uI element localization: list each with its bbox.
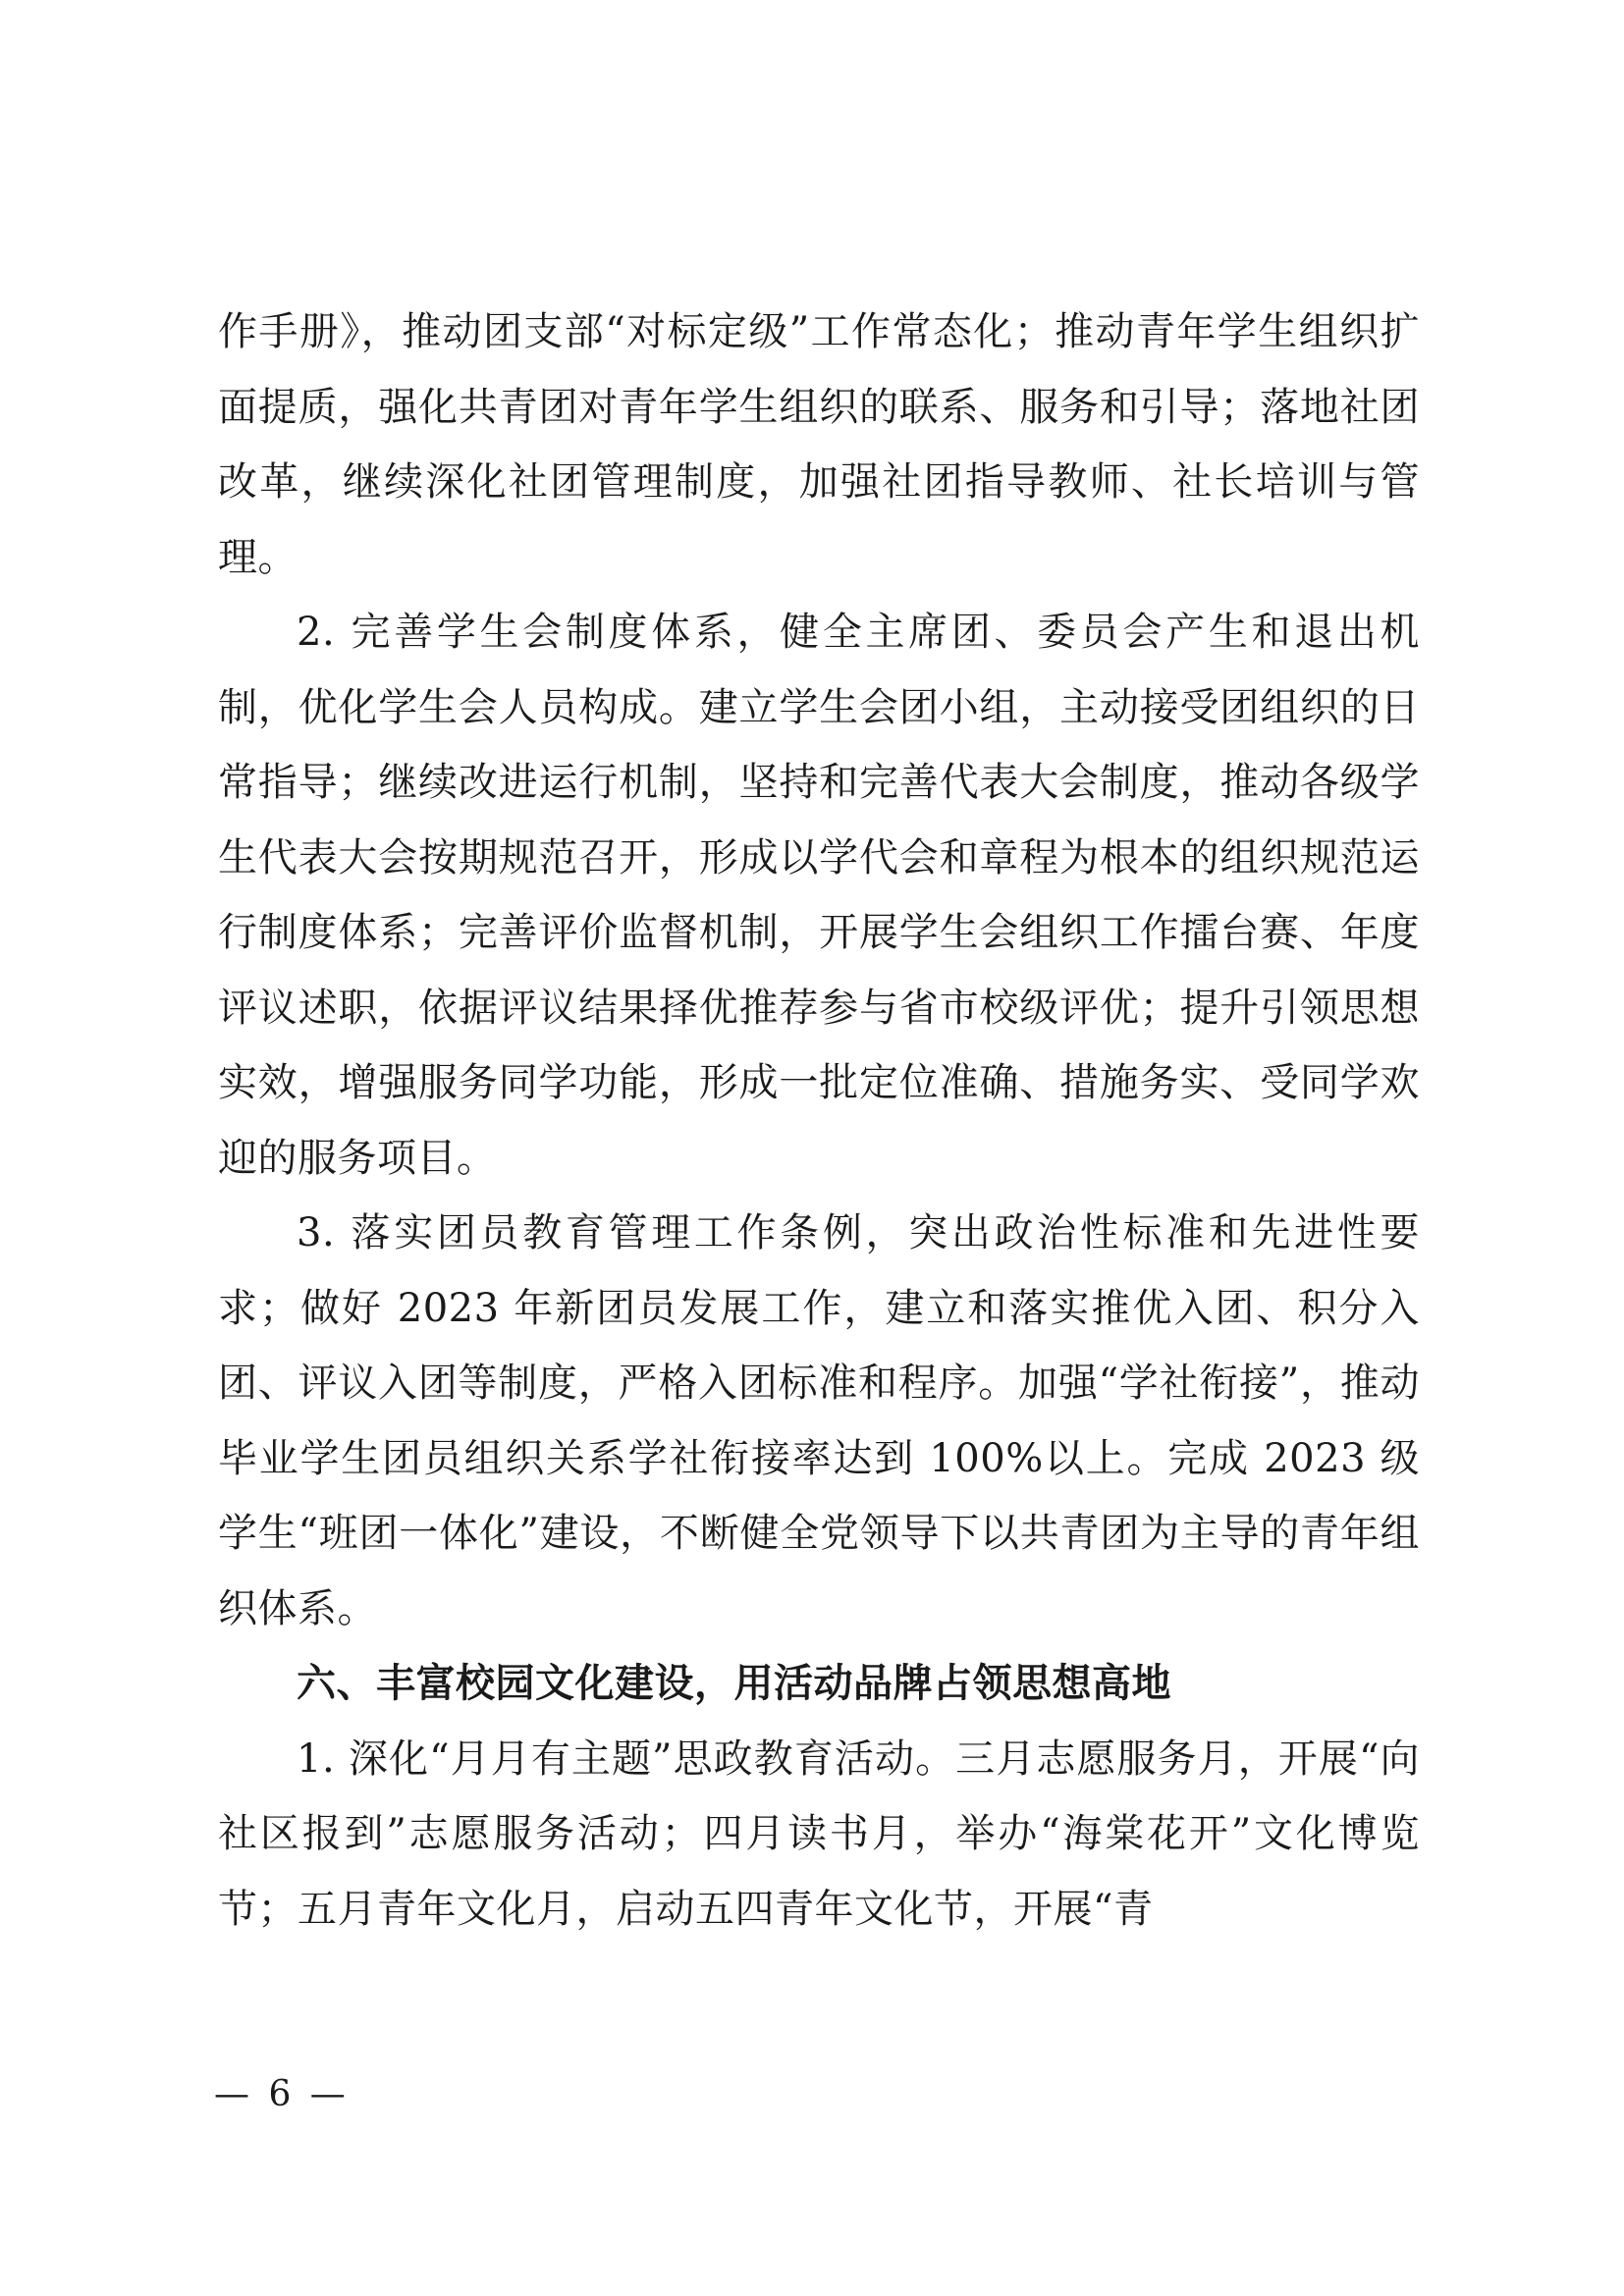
section-heading: 六、丰富校园文化建设，用活动品牌占领思想高地	[297, 1661, 1171, 1706]
paragraph-continuation: 作手册》，推动团支部“对标定级”工作常态化；推动青年学生组织扩面提质，强化共青团对青年学生组织的联系、服务和引导；落地社团改革，继续深化社团管理制度，加强社团指导教师、社长培训与管理。	[218, 309, 1420, 580]
paragraph-item-2: 2. 完善学生会制度体系，健全主席团、委员会产生和退出机制，优化学生会人员构成。建立学生会团小组，主动接受团组织的日常指导；继续改进运行机制，坚持和完善代表大会制度，推动各级学生代表大会按期规范召开，形成以学代会和章程为根本的组织规范运行制度体系；完善评价监督机制，开展学生会组织工作擂台赛、年度评议述职，依据评议结果择优推荐参与省市校级评优；提升引领思想实效，增强服务同学功能，形成一批定位准确、措施务实、受同学欢迎的服务项目。	[218, 610, 1420, 1181]
document-body	[218, 294, 1420, 1947]
paragraph-item-3: 3. 落实团员教育管理工作条例，突出政治性标准和先进性要求；做好 2023 年新团员发展工作，建立和落实推优入团、积分入团、评议入团等制度，严格入团标准和程序。加强“学社衔接”，推动毕业学生团员组织关系学社衔接率达到 100%以上。完成 2023 级学生“班团一体化”建设，不断健全党领导下以共青团为主导的青年组织体系。	[218, 1210, 1420, 1631]
section-paragraph-item-1: 1. 深化“月月有主题”思政教育活动。三月志愿服务月，开展“向社区报到”志愿服务活动；四月读书月，举办“海棠花开”文化博览节；五月青年文化月，启动五四青年文化节，开展“青	[218, 1735, 1420, 1932]
page-number: — 6 —	[214, 2074, 350, 2114]
